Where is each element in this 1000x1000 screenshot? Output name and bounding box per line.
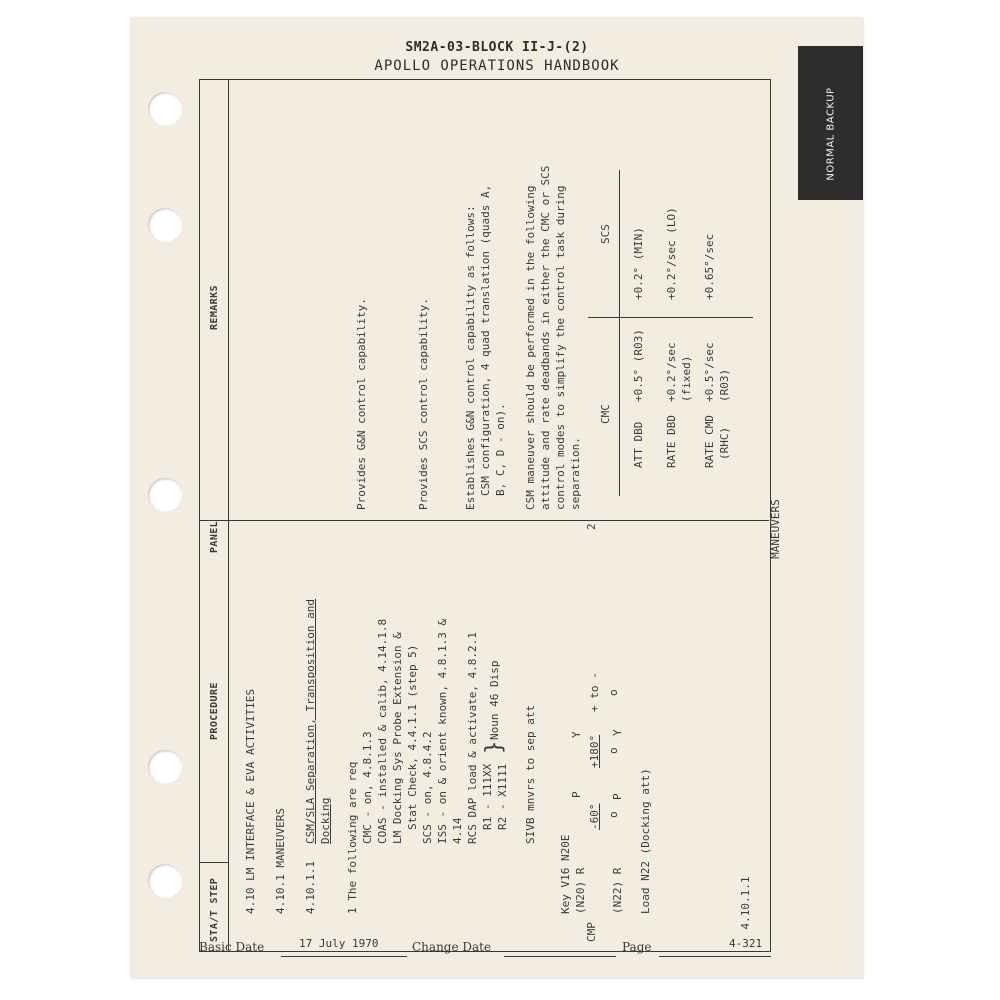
remark-line: CSM maneuver should be performed in the following: [524, 185, 537, 510]
procedure-line: ISS - on & orient known, 4.8.1.3 &: [436, 618, 449, 844]
section-tab: [798, 46, 863, 200]
procedure-line: SCS - on, 4.8.4.2: [421, 731, 434, 844]
procedure-line: RCS DAP load & activate, 4.8.2.1: [466, 632, 479, 844]
procedure-line: + to -: [588, 672, 601, 712]
procedure-line: COAS - installed & calib, 4.14.1.8: [376, 618, 389, 844]
deadband-row-label: ATT DBD: [632, 421, 645, 468]
side-section-number: 4.10.1.1: [739, 876, 752, 930]
deadband-row-label: (RHC): [718, 426, 731, 460]
procedure-line: R2 - X1111: [496, 763, 509, 830]
procedure-table: [199, 79, 769, 950]
deadband-row-label: RATE CMD: [703, 415, 716, 468]
procedure-line: 1 The following are req: [346, 761, 359, 914]
deadband-cmc-value: (fixed): [680, 355, 693, 402]
procedure-line: -60°: [588, 803, 601, 830]
handbook-title: APOLLO OPERATIONS HANDBOOK: [374, 58, 620, 74]
procedure-line: Stat Check, 4.4.1.1 (step 5): [406, 644, 419, 830]
procedure-line: o: [607, 747, 620, 754]
procedure-line: Y: [611, 729, 624, 736]
procedure-line: Key V16 N20E: [559, 834, 572, 914]
deadband-row-label: RATE DBD: [665, 415, 678, 468]
column-header-remarks: REMARKS: [209, 285, 220, 330]
deadband-header-cmc: CMC: [599, 404, 612, 424]
section-tab-label: NORMAL BACKUP: [825, 87, 837, 181]
page-underline: [659, 956, 771, 957]
remark-line: control modes to simplify the control task during: [554, 185, 567, 510]
deadband-scs-value: +0.65°/sec: [703, 233, 716, 300]
panel-number: 2: [585, 523, 598, 530]
change-date-label: Change Date: [412, 940, 492, 954]
remark-line: Establishes G&N control capability as follows:: [464, 205, 477, 510]
header-row-rule: [228, 79, 229, 950]
basic-date-underline: [281, 956, 407, 957]
deadband-cmc-value: +0.5°/sec: [703, 342, 716, 402]
document-id: SM2A-03-BLOCK II-J-(2): [405, 40, 589, 55]
procedure-line: R1 - 111XX: [481, 763, 494, 830]
procedure-line: Docking: [319, 797, 332, 844]
basic-date-label: Basic Date: [199, 940, 265, 954]
remark-line: attitude and rate deadbands in either the CMC or SCS: [539, 165, 552, 510]
column-rule: [199, 862, 228, 863]
procedure-line: CSM/SLA Separation, Transposition and: [304, 598, 317, 844]
procedure-line: 4.10.1.1: [304, 861, 317, 914]
deadband-table-rule: [588, 317, 753, 318]
change-date-underline: [504, 956, 616, 957]
binder-hole: [148, 478, 182, 512]
remark-line: CSM configuration, 4 quad translation (quads A,: [479, 184, 492, 496]
procedure-line: Noun 46 Disp: [488, 660, 501, 740]
deadband-cmc-value: +0.5° (R03): [632, 329, 645, 402]
column-header-procedure: PROCEDURE: [209, 682, 220, 740]
column-rule: [199, 520, 769, 521]
deadband-cmc-value: (R03): [718, 368, 731, 402]
deadband-scs-value: +0.2° (MIN): [632, 227, 645, 300]
side-section-title: MANEUVERS: [769, 499, 782, 559]
column-header-sta: STA/T STEP: [209, 877, 220, 942]
procedure-line: +180°: [588, 734, 601, 768]
procedure-line: P: [570, 791, 583, 798]
page-footer: [199, 937, 819, 960]
procedure-line: LM Docking Sys Probe Extension &: [391, 632, 404, 844]
binder-hole: [148, 208, 182, 242]
remark-line: Provides SCS control capability.: [417, 298, 430, 510]
remark-line: B, C, D - on).: [494, 403, 507, 496]
remark-line: separation.: [569, 437, 582, 510]
page-number: 4-321: [729, 937, 763, 950]
procedure-line: 4.10 LM INTERFACE & EVA ACTIVITIES: [244, 688, 257, 914]
procedure-line: 4.10.1 MANEUVERS: [274, 808, 287, 914]
procedure-line: (N20) R: [574, 867, 587, 914]
remark-line: Provides G&N control capability.: [355, 298, 368, 510]
deadband-cmc-value: +0.2°/sec: [665, 342, 678, 402]
binder-hole: [148, 864, 182, 898]
page-label: Page: [622, 940, 652, 954]
procedure-line: CMC - on, 4.8.1.3: [361, 731, 374, 844]
deadband-header-scs: SCS: [599, 224, 612, 244]
procedure-line: SIVB mnvrs to sep att: [524, 704, 537, 844]
basic-date-value: 17 July 1970: [299, 937, 379, 950]
procedure-line: o: [607, 689, 620, 696]
binder-hole: [148, 92, 182, 126]
procedure-line: o: [607, 811, 620, 818]
station-label: CMP: [585, 922, 598, 942]
procedure-line: 4.14: [451, 817, 464, 844]
handbook-page: [131, 18, 863, 978]
deadband-scs-value: +0.2°/sec (LO): [665, 207, 678, 300]
procedure-line: Y: [570, 731, 583, 738]
binder-hole: [148, 750, 182, 784]
procedure-line: (N22) R: [611, 867, 624, 914]
deadband-table-rule: [619, 170, 620, 496]
column-header-panel: PANEL: [209, 520, 220, 553]
procedure-line: P: [611, 793, 624, 800]
bracket-mark: }: [482, 740, 507, 754]
procedure-line: Load N22 (Docking att): [639, 768, 652, 914]
